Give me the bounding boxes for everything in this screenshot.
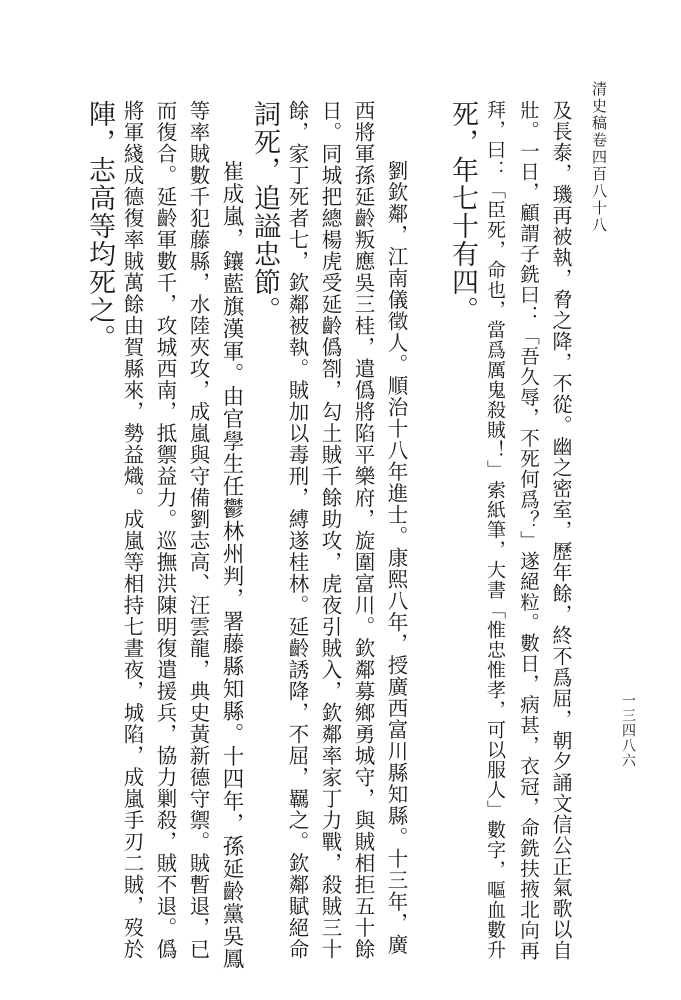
text-column: 及長泰，璣再被執，脅之降，不從。幽之密室，歷年餘，終不爲屈，朝夕誦文信公正氣歌以自 bbox=[549, 100, 573, 961]
text-column: 餘，家丁死者七，欽鄰被執。賊加以毒刑，縛遂桂林。延齡誘降，不屈，羈之。欽鄰賦絕命 bbox=[285, 100, 309, 960]
text-column: 將軍綫成德復率賊萬餘由賀縣來，勢益熾。成嵐等相持七晝夜，城陷，成嵐手刃二賊，歿於 bbox=[120, 100, 144, 960]
text-column: 日。同城把總楊虎受延齡僞劄，勾土賊千餘助攻，虎夜引賊入，欽鄰率家丁力戰，殺賊三十 bbox=[318, 100, 342, 960]
text-column: 等率賊數千犯藤縣，水陸夾攻，成嵐與守備劉志高、汪雲龍，典史黃新德守禦。賊暫退，已 bbox=[186, 100, 210, 960]
text-column: 陣，志高等均死之。 bbox=[84, 100, 115, 352]
text-column: 而復合。延齡軍數千，攻城西南，抵禦益力。巡撫洪陳明復遣援兵，協力剿殺，賊不退。僞 bbox=[153, 100, 177, 960]
text-column: 詞死，追謚忠節。 bbox=[249, 100, 280, 324]
text-column: 拜，曰：「臣死，命也，當爲厲鬼殺賊！」索紙筆，大書「惟忠惟孝，可以服人」數字，嘔血數升 bbox=[484, 100, 506, 960]
text-column: 死，年七十有四。 bbox=[447, 100, 478, 324]
page-number: 一三四八六 bbox=[620, 693, 636, 768]
text-column: 壯。一日，顧謂子銑曰：「吾久辱，不死何爲？」遂絕粒。數日，病甚，衣冠，命銑扶掖北向再 bbox=[517, 100, 540, 961]
text-column: 崔成嵐，鑲藍旗漢軍。由官學生任鬱林州判，署藤縣知縣。十四年，孫延齡黨吳鳳 bbox=[219, 160, 244, 970]
running-header: 清史稿卷四百八十八 bbox=[590, 81, 608, 234]
text-column: 劉欽鄰，江南儀徵人。順治十八年進士。康熙八年，授廣西富川縣知縣。十三年，廣 bbox=[384, 160, 408, 956]
text-column: 西將軍孫延齡叛應吳三桂，遣僞將陷平樂府，旋圍富川。欽鄰募鄉勇城守，與賊相拒五十餘 bbox=[351, 100, 375, 960]
